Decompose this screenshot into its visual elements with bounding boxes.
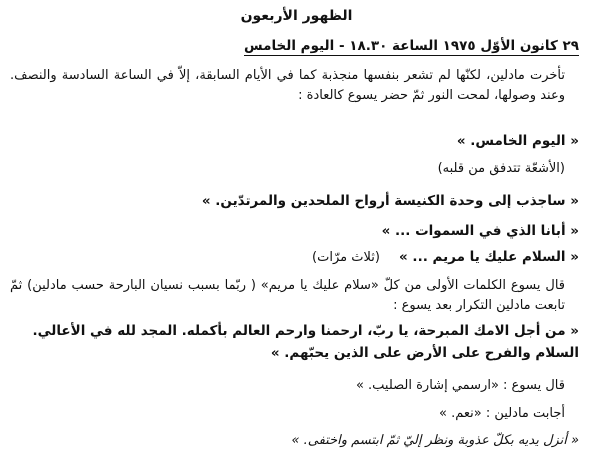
hail-mary-line <box>10 246 579 268</box>
second-paragraph: قال يسوع الكلمات الأولى من كلّ «سلام عليك يا مريم» ( ربّما بسبب نسيان البارحة حسب مادلين) ثمّ تابعت مادلين التكرار بعد يسوع : <box>10 278 565 313</box>
hail-mary-note: (ثلاث مرّات) <box>312 250 380 265</box>
date-line: ٢٩ كانون الأوّل ١٩٧٥ الساعة ١٨.٣٠ - اليوم الخامس <box>244 38 579 54</box>
document-title: الظهور الأربعون <box>240 8 353 24</box>
intro-paragraph: تأخرت مادلين، لكنّها لم تشعر بنفسها منجذبة كما في الأيام السابقة، إلاّ في الساعة السادسة والنصف. وعند وصولها، لمحت النور ثمّ حضر يسوع كالعادة : <box>10 68 565 103</box>
jesus-said-line: قال يسوع : «ارسمي إشارة الصليب. » <box>355 378 565 393</box>
quote-hail-mary: « السلام عليك يا مريم ... » <box>399 249 579 265</box>
madeleine-answer-line: أجابت مادلين : «نعم. » <box>439 406 565 421</box>
quote-day: « اليوم الخامس. » <box>456 133 579 149</box>
prayer-text: « من أجل الامك المبرحة، يا ربّ، ارحمنا وارحم العالم بأكمله. المجد لله في الأعالي. السلام والفرح على الأرض على الذين يحبّهم. » <box>32 323 579 361</box>
closing-line: « أنزل يديه بكلّ عذوبة ونظر إليّ ثمّ ابتسم واختفى. » <box>291 433 579 448</box>
quote-attract: « ساجذب إلى وحدة الكنيسة أرواح الملحدين والمرتدّين. » <box>201 193 579 209</box>
rays-note: (الأشعّة تتدفق من قلبه) <box>437 161 565 176</box>
quote-our-father: « أبانا الذي في السموات ... » <box>381 223 579 239</box>
